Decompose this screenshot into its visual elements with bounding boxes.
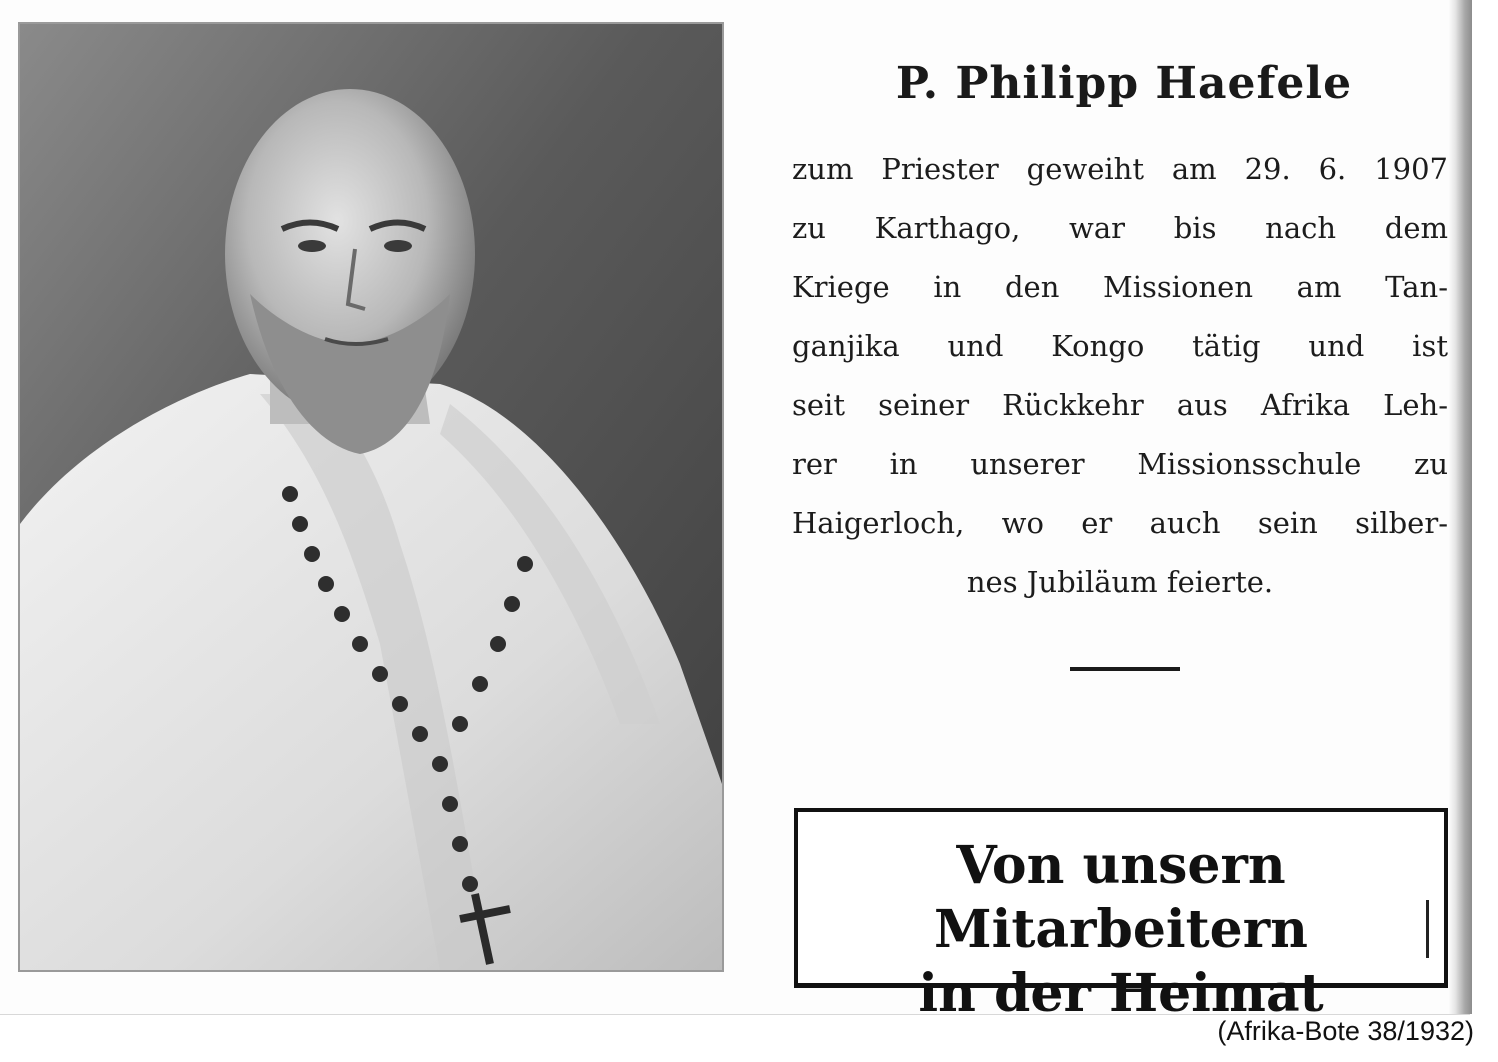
- section-heading: [798, 834, 1444, 1026]
- bio-line: Haigerloch, wo er auch sein silber-: [792, 506, 1448, 540]
- source-caption: (Afrika-Bote 38/1932): [1217, 1016, 1474, 1046]
- bio-paragraph: [792, 140, 1448, 612]
- section-heading-line-1: Von unsern Mitarbeitern: [934, 835, 1308, 960]
- scan-edge-shadow: [1448, 0, 1472, 1014]
- bio-line: ganjika und Kongo tätig und ist: [792, 329, 1448, 363]
- bio-line: seit seiner Rückkehr aus Afrika Leh-: [792, 388, 1448, 422]
- section-divider: [1070, 667, 1180, 671]
- bio-line: zum Priester geweiht am 29. 6. 1907: [792, 152, 1448, 186]
- section-heading-box: [794, 808, 1448, 1024]
- bio-line: zu Karthago, war bis nach dem: [792, 211, 1448, 245]
- bio-line: Kriege in den Missionen am Tan-: [792, 270, 1448, 304]
- portrait-photo: [18, 22, 724, 972]
- bio-line: rer in unserer Missionsschule zu: [792, 447, 1448, 481]
- box-ornament-line: [1426, 900, 1429, 958]
- bio-line: nes Jubiläum feierte.: [966, 565, 1274, 599]
- article-name-heading: P. Philipp Haefele: [895, 58, 1353, 109]
- section-heading-line-2: in der Heimat: [918, 963, 1324, 1024]
